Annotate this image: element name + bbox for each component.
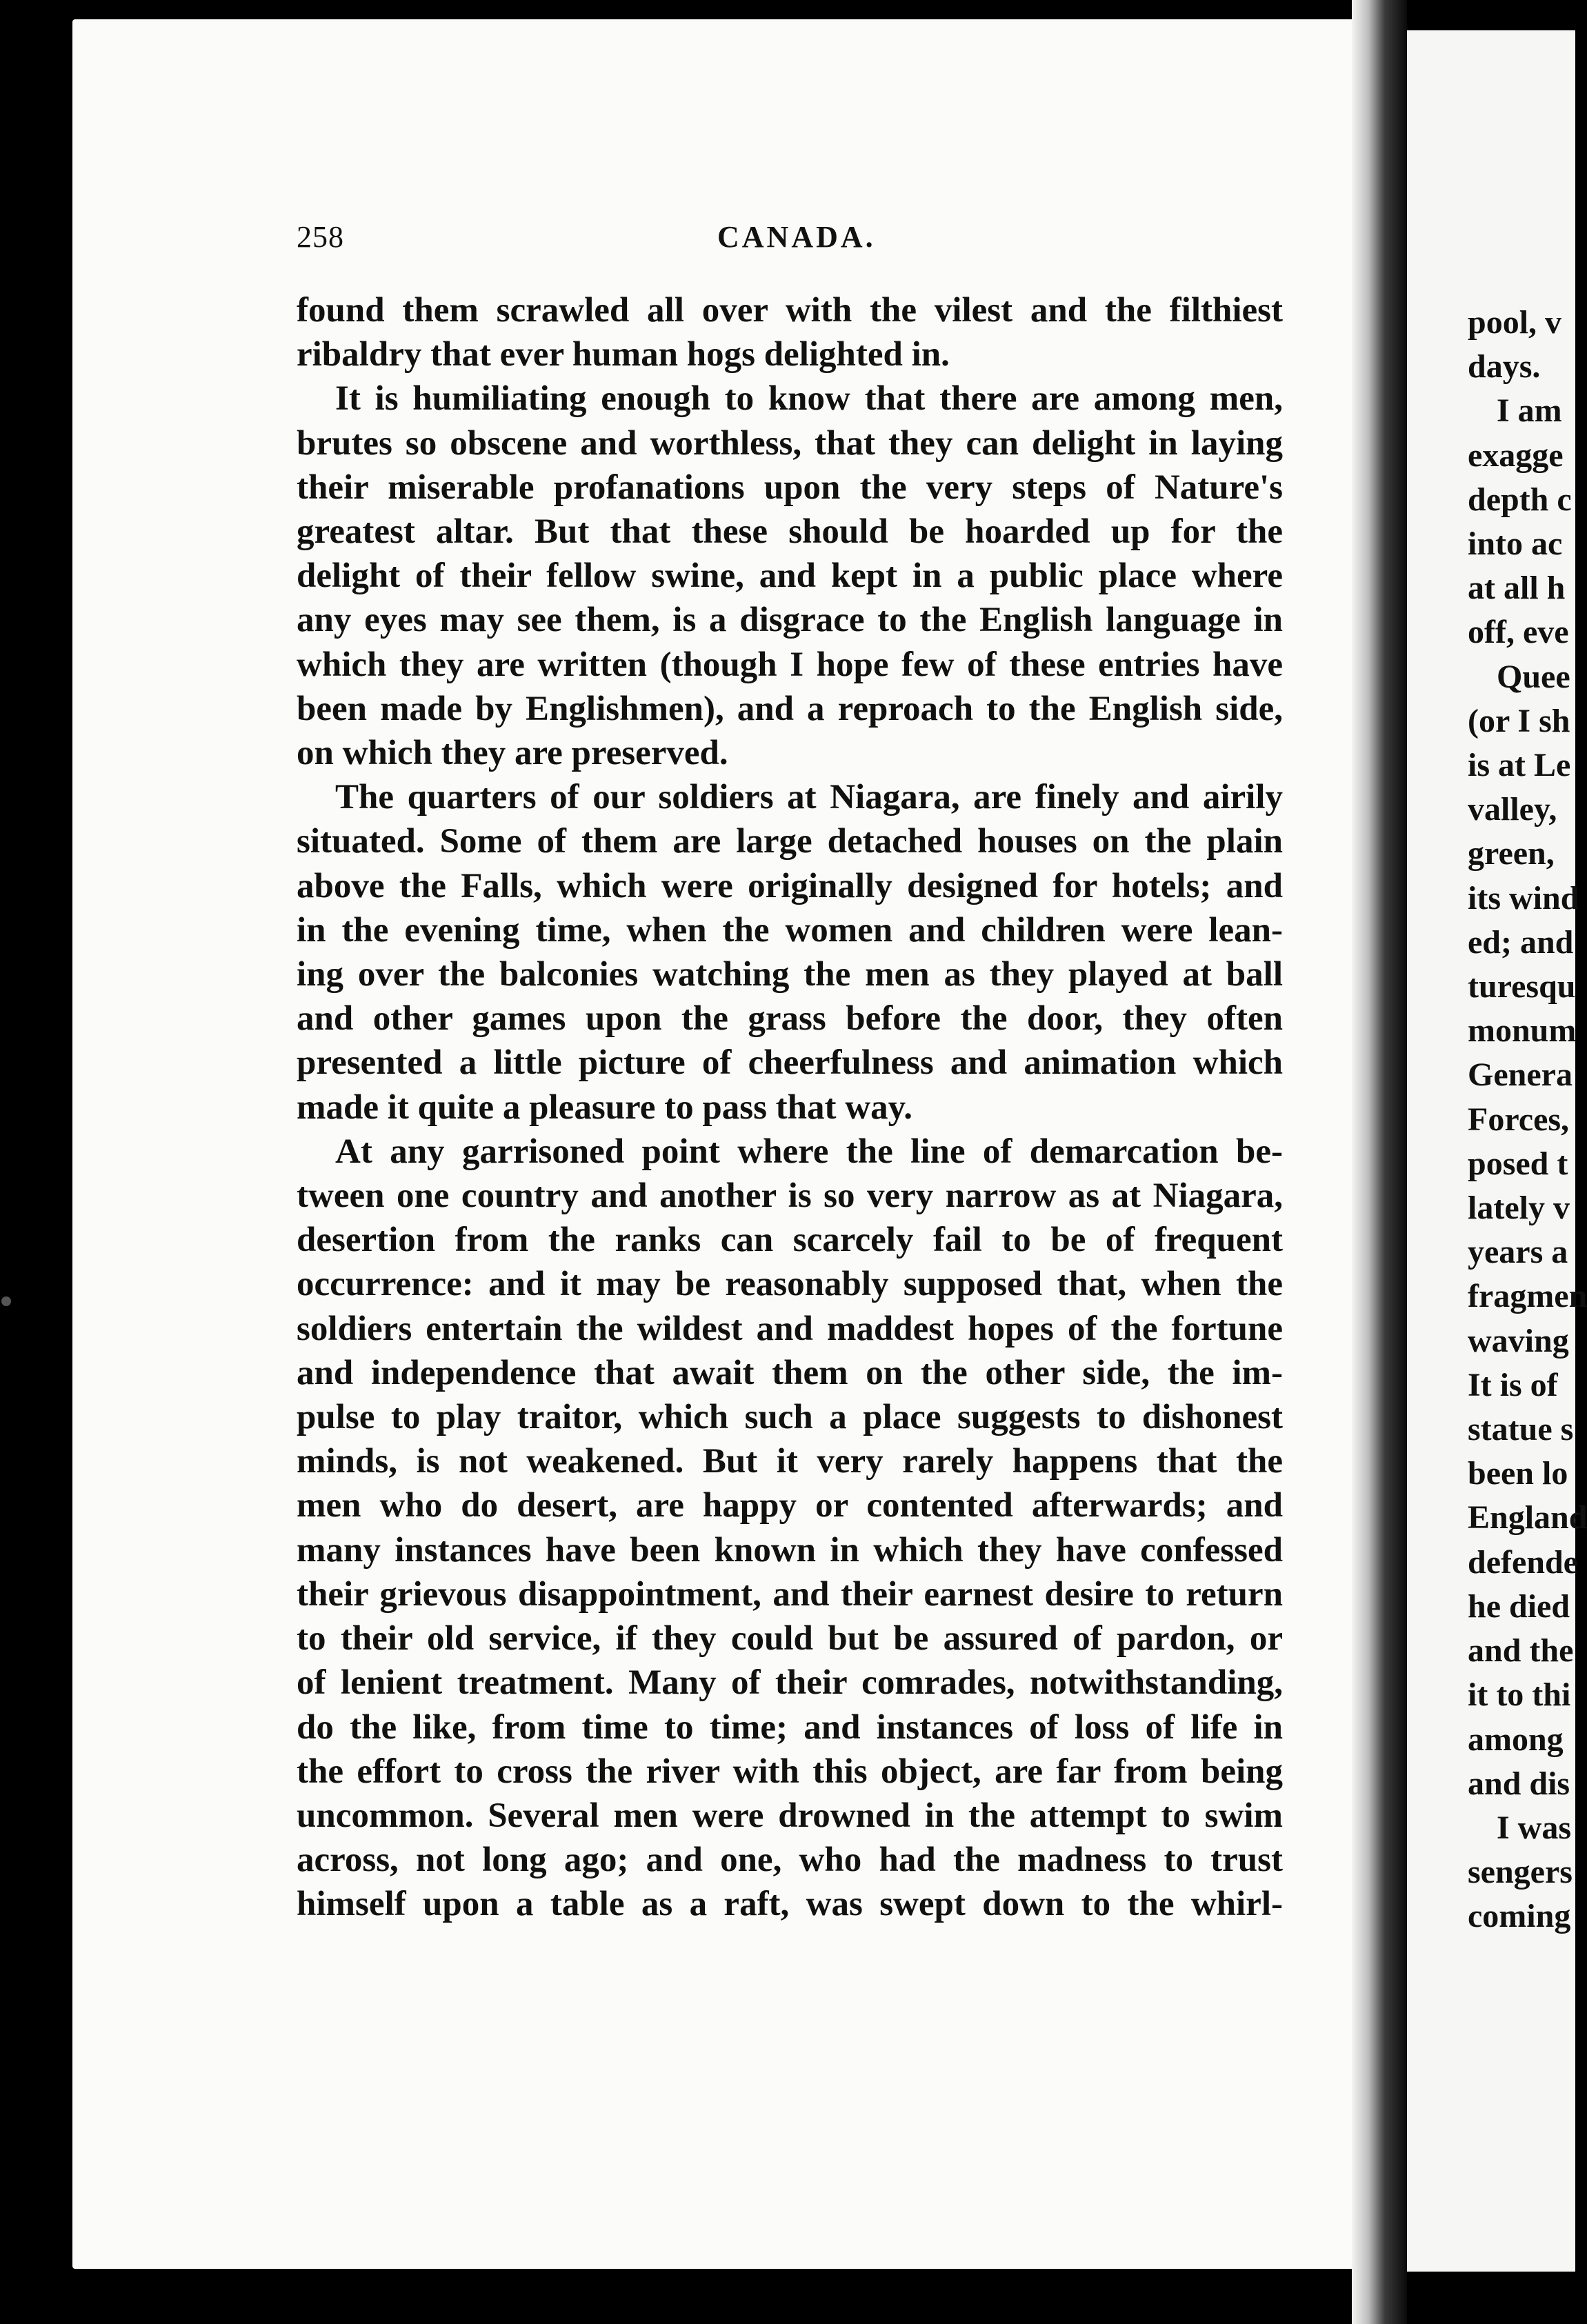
page-number: 258 bbox=[297, 220, 344, 254]
text-line: occurrence: and it may be reasonably supposed that, when the bbox=[297, 1265, 1283, 1304]
text-line: found them scrawled all over with the vilest and the filthiest bbox=[297, 291, 1283, 330]
running-head bbox=[297, 219, 1283, 268]
text-line: men who do desert, are happy or contented afterwards; and bbox=[297, 1486, 1283, 1525]
right-text-line: years a bbox=[1468, 1234, 1568, 1271]
scan-mark bbox=[1, 1296, 11, 1306]
text-line: pulse to play traitor, which such a place suggests to dishonest bbox=[297, 1398, 1283, 1437]
right-text-line: and the bbox=[1468, 1632, 1574, 1670]
text-line: been made by Englishmen), and a reproach to the English side, bbox=[297, 689, 1283, 728]
right-text-line: and dis bbox=[1468, 1765, 1570, 1802]
right-text-line: it to thi bbox=[1468, 1676, 1571, 1714]
right-text-line: (or I sh bbox=[1468, 702, 1570, 739]
text-line: on which they are preserved. bbox=[297, 734, 728, 773]
right-text-line: I am bbox=[1497, 392, 1562, 430]
right-text-line: lately v bbox=[1468, 1190, 1570, 1227]
right-text-line: fragmen bbox=[1468, 1278, 1587, 1315]
text-line: and other games upon the grass before the door, they often bbox=[297, 999, 1283, 1039]
text-line: ing over the balconies watching the men as they played at ball bbox=[297, 955, 1283, 994]
right-text-line: coming bbox=[1468, 1898, 1571, 1935]
right-text-line: days. bbox=[1468, 348, 1541, 385]
right-text-line: green, bbox=[1468, 835, 1555, 872]
text-line: do the like, from time to time; and instances of loss of life in bbox=[297, 1707, 1283, 1747]
text-line: their grievous disappointment, and their earnest desire to return bbox=[297, 1574, 1283, 1614]
right-text-line: Genera bbox=[1468, 1056, 1573, 1094]
text-line: himself upon a table as a raft, was swept down to the whirl- bbox=[297, 1885, 1283, 1924]
text-line: made it quite a pleasure to pass that way. bbox=[297, 1088, 913, 1127]
right-text-line: ed; and bbox=[1468, 923, 1574, 961]
text-line: across, not long ago; and one, who had the madness to trust bbox=[297, 1841, 1283, 1880]
text-line: any eyes may see them, is a disgrace to the English language in bbox=[297, 601, 1283, 640]
text-line: their miserable profanations upon the very steps of Nature's bbox=[297, 468, 1283, 507]
right-text-line: exagge bbox=[1468, 437, 1564, 474]
text-line: uncommon. Several men were drowned in the attempt to swim bbox=[297, 1796, 1283, 1835]
right-text-line: been lo bbox=[1468, 1455, 1568, 1492]
body-text bbox=[297, 288, 1283, 1927]
text-line: minds, is not weakened. But it very rarely happens that the bbox=[297, 1442, 1283, 1481]
text-line: which they are written (though I hope few of these entries have bbox=[297, 645, 1283, 684]
right-page-text bbox=[1468, 301, 1587, 1939]
right-text-line: defende bbox=[1468, 1543, 1578, 1581]
right-text-line: off, eve bbox=[1468, 614, 1569, 651]
right-text-line: into ac bbox=[1468, 525, 1563, 563]
right-text-line: he died bbox=[1468, 1587, 1570, 1625]
text-line: delight of their fellow swine, and kept in a public place where bbox=[297, 557, 1283, 596]
right-text-line: England bbox=[1468, 1499, 1587, 1536]
text-line: many instances have been known in which they have confessed bbox=[297, 1530, 1283, 1570]
text-line: brutes so obscene and worthless, that they can delight in laying bbox=[297, 423, 1283, 463]
right-text-line: statue s bbox=[1468, 1411, 1574, 1448]
right-text-line: Forces, bbox=[1468, 1101, 1570, 1138]
text-line: It is humiliating enough to know that there are among men, bbox=[335, 379, 1283, 419]
text-line: At any garrisoned point where the line of demarcation be- bbox=[335, 1132, 1283, 1171]
right-text-line: I was bbox=[1497, 1809, 1572, 1846]
right-text-line: pool, v bbox=[1468, 304, 1562, 341]
text-line: situated. Some of them are large detached houses on the plain bbox=[297, 822, 1283, 861]
text-line: to their old service, if they could but be assured of pardon, or bbox=[297, 1619, 1283, 1659]
page-title: CANADA. bbox=[717, 220, 876, 254]
right-text-line: valley, bbox=[1468, 791, 1557, 828]
right-text-line: turesqu bbox=[1468, 968, 1576, 1005]
right-text-line: among bbox=[1468, 1721, 1564, 1758]
text-line: and independence that await them on the other side, the im- bbox=[297, 1353, 1283, 1392]
right-text-line: sengers bbox=[1468, 1854, 1573, 1891]
text-line: of lenient treatment. Many of their comrades, notwithstanding, bbox=[297, 1663, 1283, 1703]
right-text-line: its wind bbox=[1468, 879, 1579, 916]
right-text-line: It is of bbox=[1468, 1366, 1558, 1403]
right-text-line: at all h bbox=[1468, 570, 1566, 607]
text-line: in the evening time, when the women and children were lean- bbox=[297, 910, 1283, 950]
right-text-line: waving bbox=[1468, 1322, 1569, 1359]
text-line: the effort to cross the river with this object, are far from being bbox=[297, 1752, 1283, 1791]
text-line: above the Falls, which were originally designed for hotels; and bbox=[297, 866, 1283, 905]
text-line: tween one country and another is so very narrow as at Niagara, bbox=[297, 1176, 1283, 1216]
right-text-line: Quee bbox=[1497, 658, 1570, 695]
text-line: greatest altar. But that these should be hoarded up for the bbox=[297, 512, 1283, 552]
right-text-line: posed t bbox=[1468, 1145, 1568, 1182]
text-line: The quarters of our soldiers at Niagara, are finely and airily bbox=[335, 778, 1283, 817]
text-line: soldiers entertain the wildest and maddest hopes of the fortune bbox=[297, 1309, 1283, 1348]
book-gutter-shadow bbox=[1352, 0, 1407, 2324]
right-text-line: is at Le bbox=[1468, 747, 1571, 784]
right-text-line: depth c bbox=[1468, 481, 1572, 518]
right-text-line: monum bbox=[1468, 1012, 1577, 1050]
text-line: presented a little picture of cheerfulness and animation which bbox=[297, 1043, 1283, 1083]
text-line: desertion from the ranks can scarcely fail to be of frequent bbox=[297, 1221, 1283, 1260]
text-line: ribaldry that ever human hogs delighted in. bbox=[297, 335, 950, 374]
